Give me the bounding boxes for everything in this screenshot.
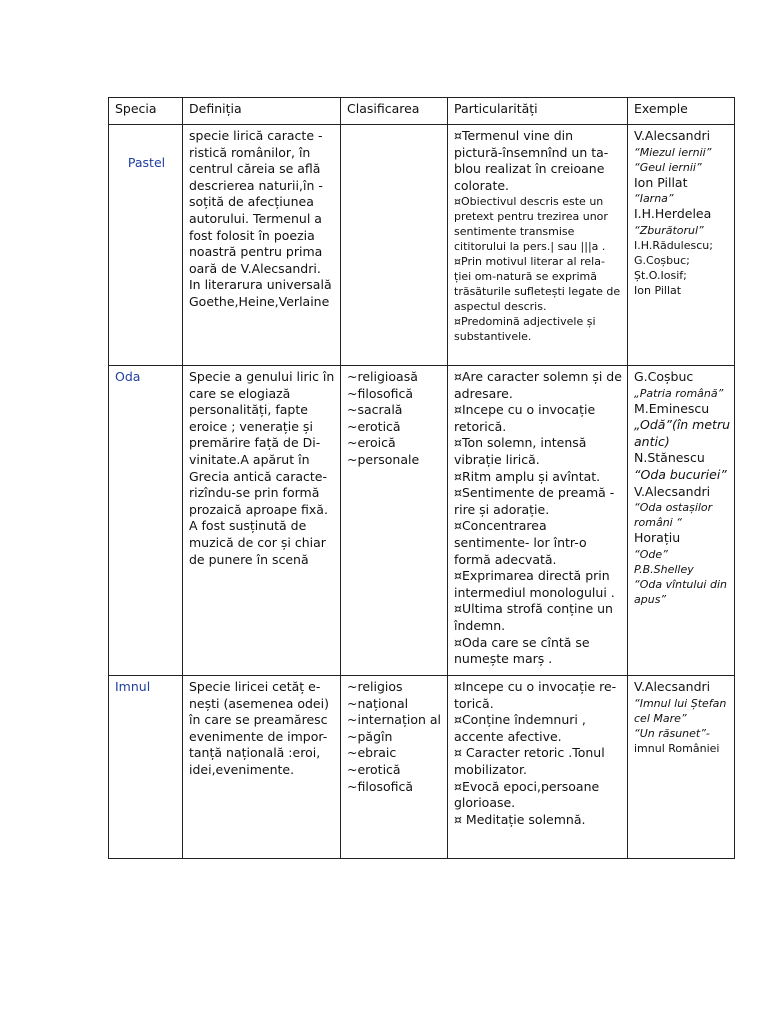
clasificarea-cell <box>341 125 448 366</box>
particularitate-item: ¤Ton solemn, intensă vibrație lirică. <box>454 435 587 467</box>
header-clasificarea: Clasificarea <box>341 98 448 125</box>
exemplu-title: “Ode” <box>634 547 668 561</box>
exemplu-title: “Oda bucuriei” <box>634 466 727 482</box>
exemplu-title: “Un răsunet”- <box>634 726 710 740</box>
clasificare-item: ~eroică <box>347 435 396 451</box>
clasificare-item: ~național <box>347 695 409 711</box>
exemplu-author: N.Stănescu <box>634 450 705 466</box>
exemplu-author: I.H.Rădulescu; <box>634 238 713 252</box>
exemplu-author: M.Eminescu <box>634 400 710 416</box>
table-row-imnul <box>109 676 735 859</box>
exemplu-title: “Miezul iernii” <box>634 145 712 159</box>
particularitate-item: ¤Exprimarea directă prin intermediul monologului . <box>454 568 615 600</box>
particularitate-item: ¤Ultima strofă conține un îndemn. <box>454 601 613 633</box>
exemplu-author: G.Coșbuc; <box>634 253 690 267</box>
specia-cell: Pastel <box>109 125 183 366</box>
particularitate-item: ¤Ritm amplu și avîntat. <box>454 468 601 484</box>
particularitate-item: ¤Are caracter solemn și de adresare. <box>454 369 622 401</box>
header-definitia: Definiția <box>183 98 341 125</box>
particularitate-item: ¤Evocă epoci,persoane glorioase. <box>454 778 600 811</box>
specia-cell: Oda <box>109 366 183 676</box>
clasificare-item: ~erotică <box>347 761 401 777</box>
exemplu-title: “Oda ostașilor români “ <box>634 501 713 530</box>
exemplu-author: V.Alecsandri <box>634 483 711 499</box>
particularitati-cell <box>448 676 628 859</box>
header-row <box>109 98 735 125</box>
exemplu-title: “Oda vîntului din apus” <box>634 577 727 606</box>
exemplu-author: Horațiu <box>634 530 681 546</box>
exemple-cell <box>628 366 735 676</box>
header-exemple: Exemple <box>628 98 735 125</box>
clasificarea-cell <box>341 676 448 859</box>
exemplu-author: Ion Pillat <box>634 174 688 190</box>
exemplu-title: “Iarna” <box>634 192 674 206</box>
clasificare-item: ~internațion al <box>347 712 442 728</box>
table-row-oda <box>109 366 735 676</box>
header-particularitati: Particularități <box>448 98 628 125</box>
header-specia: Specia <box>109 98 183 125</box>
exemplu-author: V.Alecsandri <box>634 679 711 694</box>
particularitate-item: ¤Incepe cu o invocație re- torică. <box>454 679 617 711</box>
exemplu-author: G.Coșbuc <box>634 369 694 384</box>
exemplu-author: Ion Pillat <box>634 283 682 297</box>
exemplu-title: „Odă”(în metru antic) <box>634 417 731 449</box>
particularitate-item: ¤Obiectivul descris este un pretext pentru trezirea unor sentimente transmise cititorului la pers.| sau |||a . <box>454 195 608 254</box>
definitia-cell: Specie a genului liric în care se elogiază personalități, fapte eroice ; venerație și premărire față de Di- vinitate.A apărut în Grecia antică caracte- rizîndu-se prin formă prozaică aproape fixă. A fost susținută de muzică de cor și chiar de punere în scenă <box>183 366 341 676</box>
clasificare-item: ~păgîn <box>347 728 393 744</box>
particularitate-item: ¤Predomină adjectivele și substantivele. <box>454 315 596 344</box>
clasificare-item: ~religioasă <box>347 369 418 384</box>
particularitate-item: ¤ Meditație solemnă. <box>454 811 586 827</box>
literary-species-table <box>108 97 735 859</box>
particularitati-cell <box>448 366 628 676</box>
exemple-cell <box>628 676 735 859</box>
clasificarea-cell <box>341 366 448 676</box>
particularitate-item: ¤Incepe cu o invocație retorică. <box>454 402 596 434</box>
specia-cell: Imnul <box>109 676 183 859</box>
exemple-cell <box>628 125 735 366</box>
exemplu-title: “Zburătorul” <box>634 223 704 237</box>
clasificare-item: ~sacrală <box>347 402 403 418</box>
clasificare-item: ~filosofică <box>347 778 414 794</box>
particularitate-item: ¤ Caracter retoric .Tonul mobilizator. <box>454 745 605 777</box>
exemplu-title: “Geul iernii” <box>634 160 702 174</box>
exemplu-author: I.H.Herdelea <box>634 206 712 222</box>
definitia-cell: Specie liricei cetăț e- nești (asemenea odei) în care se preamăresc evenimente de impor- tanță națională :eroi, idei,evenimente. <box>183 676 341 859</box>
exemplu-author: V.Alecsandri <box>634 128 711 143</box>
exemplu-author: Șt.O.Iosif; <box>634 268 687 282</box>
particularitati-cell <box>448 125 628 366</box>
clasificare-item: ~filosofică <box>347 385 414 401</box>
clasificare-item: ~religios <box>347 679 403 694</box>
exemplu-title: „Patria română” <box>634 386 724 400</box>
clasificare-item: ~personale <box>347 451 420 467</box>
exemplu-title: “Imnul lui Ștefan cel Mare” <box>634 696 727 725</box>
clasificare-item: ~erotică <box>347 418 401 434</box>
clasificare-item: ~ebraic <box>347 745 397 761</box>
particularitate-item: ¤Prin motivul literar al rela- ției om-natură se exprimă trăsăturile sufletești legate de aspectul descris. <box>454 255 621 314</box>
particularitate-item: ¤Oda care se cîntă se numește marș . <box>454 634 590 667</box>
exemplu-author: P.B.Shelley <box>634 562 694 576</box>
particularitate-item: ¤Concentrarea sentimente- lor într-o formă adecvată. <box>454 518 587 567</box>
exemplu-note: imnul României <box>634 741 720 755</box>
particularitate-item: ¤Sentimente de preamă - rire și adorație. <box>454 485 615 517</box>
particularitate-item: ¤Conține îndemnuri , accente afective. <box>454 712 586 744</box>
particularitate-item: ¤Termenul vine din pictură-însemnînd un ta- blou realizat în creioane colorate. <box>454 128 609 193</box>
definitia-cell: specie lirică caracte - ristică românilor, în centrul căreia se află descrierea naturii,în -soțită de afecțiunea autorului. Termenul a fost folosit în poezia noastră pentru prima oară de V.Alecsandri. In literarura universală Goethe,Heine,Verlaine <box>183 125 341 366</box>
table-row-pastel <box>109 125 735 366</box>
